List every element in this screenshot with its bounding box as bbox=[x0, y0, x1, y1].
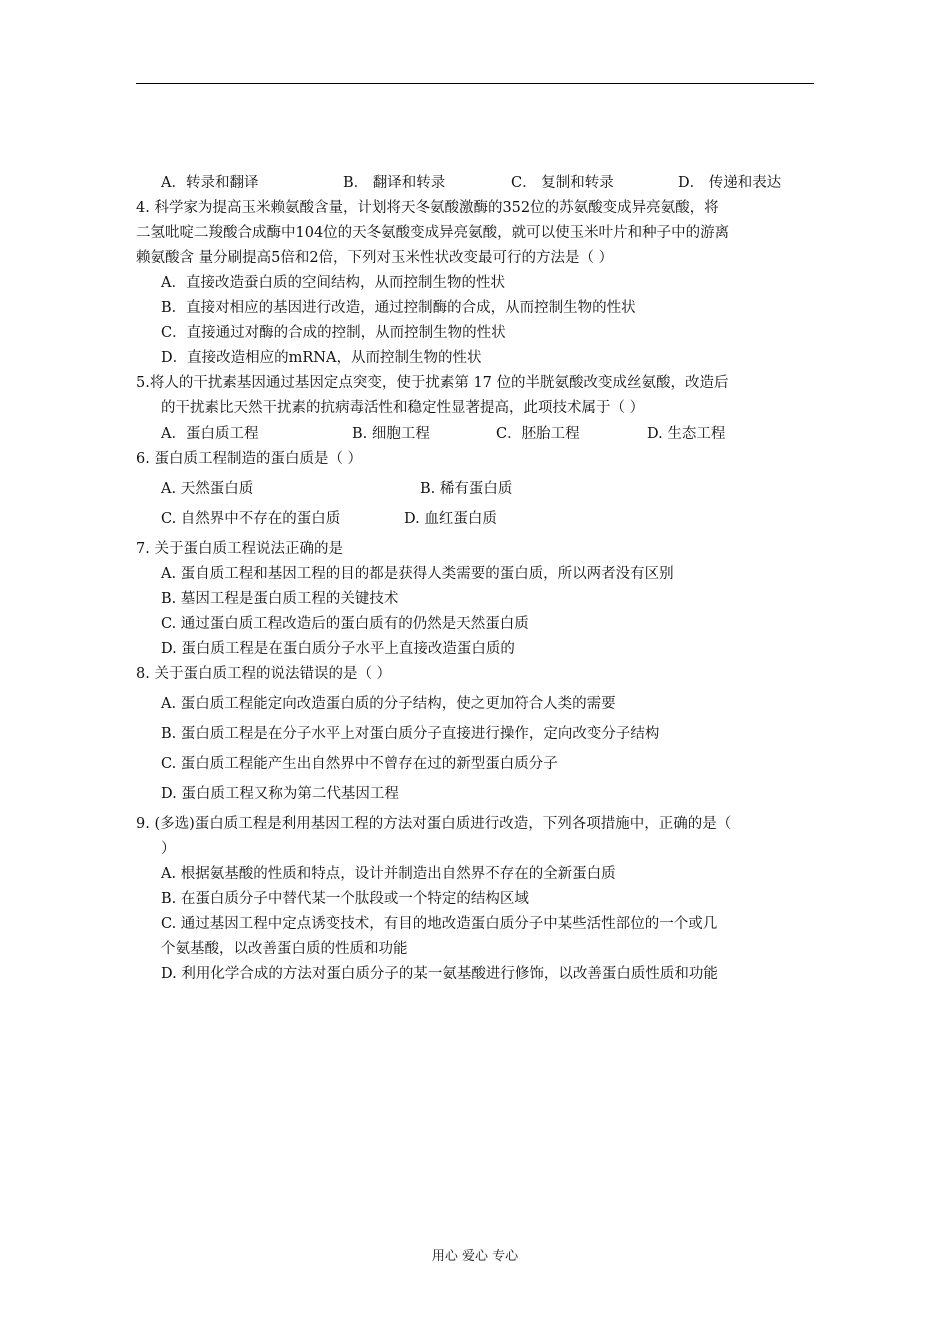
q9-option-d: D. 利用化学合成的方法对蛋白质分子的某一氨基酸进行修饰，以改善蛋白质性质和功能 bbox=[161, 966, 718, 982]
q9-option-a: A. 根据氨基酸的性质和特点，设计并制造出自然界不存在的全新蛋白质 bbox=[161, 866, 616, 882]
q9-option-c: C. 通过基因工程中定点诱变技术，有目的地改造蛋白质分子中某些活性部位的一个或几 bbox=[161, 916, 718, 932]
q9-stem-line: ） bbox=[161, 841, 176, 857]
q7-option-c: C. 通过蛋白质工程改造后的蛋白质有的仍然是天然蛋白质 bbox=[161, 616, 529, 632]
q5-stem-line: 5.将人的干扰素基因通过基因定点突变，使于扰素第 17 位的半胱氨酸改变成丝氨酸，改造后 bbox=[136, 375, 729, 391]
q7-option-a: A. 蛋自质工程和基因工程的目的都是获得人类需要的蛋白质，所以两者没有区别 bbox=[161, 566, 674, 582]
q3-option-c: C． 复制和转录 bbox=[511, 175, 614, 191]
q5-option-a: A．蛋白质工程 bbox=[161, 426, 259, 442]
q3-option-d: D． 传递和表达 bbox=[678, 175, 782, 191]
q4-option-a: A．直接改造蚕白质的空间结构，从而控制生物的性状 bbox=[161, 275, 505, 291]
q5-option-b: B. 细胞工程 bbox=[352, 426, 430, 442]
q9-stem-line: 9. (多选)蛋白质工程是利用基因工程的方法对蛋白质进行改造，下列各项措施中，正确的是（ bbox=[136, 816, 732, 832]
q6-stem: 6. 蛋白质工程制造的蛋白质是（ ） bbox=[136, 451, 363, 467]
q4-stem-line: 4. 科学家为提高玉米赖氨酸含量，计划将天冬氨酸激酶的352位的苏氨酸变成异亮氨酸，将 bbox=[136, 200, 719, 216]
q6-option-b: B. 稀有蛋白质 bbox=[420, 481, 513, 497]
q4-option-d: D．直接改造相应的mRNA，从而控制生物的性状 bbox=[161, 350, 482, 366]
q7-stem: 7. 关于蛋白质工程说法正确的是 bbox=[136, 541, 343, 557]
q6-option-a: A. 天然蛋白质 bbox=[161, 481, 254, 497]
q9-option-b: B. 在蛋白质分子中替代某一个肽段或一个特定的结构区域 bbox=[161, 891, 529, 907]
header-rule bbox=[136, 83, 814, 84]
q8-option-c: C. 蛋白质工程能产生出自然界中不曾存在过的新型蛋白质分子 bbox=[161, 756, 558, 772]
q5-option-d: D. 生态工程 bbox=[647, 426, 726, 442]
q5-stem-line: 的干扰素比天然干扰素的抗病毒活性和稳定性显著提高，此项技术属于（ ） bbox=[161, 400, 645, 416]
q4-stem-line: 二氢吡啶二羧酸合成酶中104位的天冬氨酸变成异亮氨酸，就可以使玉米叶片和种子中的游离 bbox=[136, 225, 730, 241]
q3-option-b: B． 翻译和转录 bbox=[343, 175, 446, 191]
q8-option-d: D. 蛋白质工程又称为第二代基因工程 bbox=[161, 786, 399, 802]
q4-option-b: B．直接对相应的基因进行改造，通过控制酶的合成，从而控制生物的性状 bbox=[161, 300, 636, 316]
q8-stem: 8. 关于蛋白质工程的说法错误的是（ ） bbox=[136, 666, 392, 682]
q4-stem-line: 赖氨酸含 量分刷提高5倍和2倍，下列对玉米性状改变最可行的方法是（ ） bbox=[136, 250, 614, 266]
q5-option-c: C．胚胎工程 bbox=[496, 426, 580, 442]
page-footer: 用心 爱心 专心 bbox=[431, 1249, 519, 1264]
q6-option-c: C. 自然界中不存在的蛋白质 bbox=[161, 511, 341, 527]
q7-option-b: B. 墓因工程是蛋白质工程的关键技术 bbox=[161, 591, 399, 607]
q6-option-d: D. 血红蛋白质 bbox=[404, 511, 497, 527]
q7-option-d: D. 蛋白质工程是在蛋白质分子水平上直接改造蛋白质的 bbox=[161, 641, 515, 657]
q3-option-a: A．转录和翻译 bbox=[161, 175, 259, 191]
q8-option-b: B. 蛋白质工程是在分子水平上对蛋白质分子直接进行操作，定向改变分子结构 bbox=[161, 726, 660, 742]
q8-option-a: A. 蛋白质工程能定向改造蛋白质的分子结构，使之更加符合人类的需要 bbox=[161, 696, 616, 712]
q9-option-c-continued: 个氨基酸，以改善蛋白质的性质和功能 bbox=[161, 941, 408, 957]
q4-option-c: C．直接通过对酶的合成的控制，从而控制生物的性状 bbox=[161, 325, 506, 341]
